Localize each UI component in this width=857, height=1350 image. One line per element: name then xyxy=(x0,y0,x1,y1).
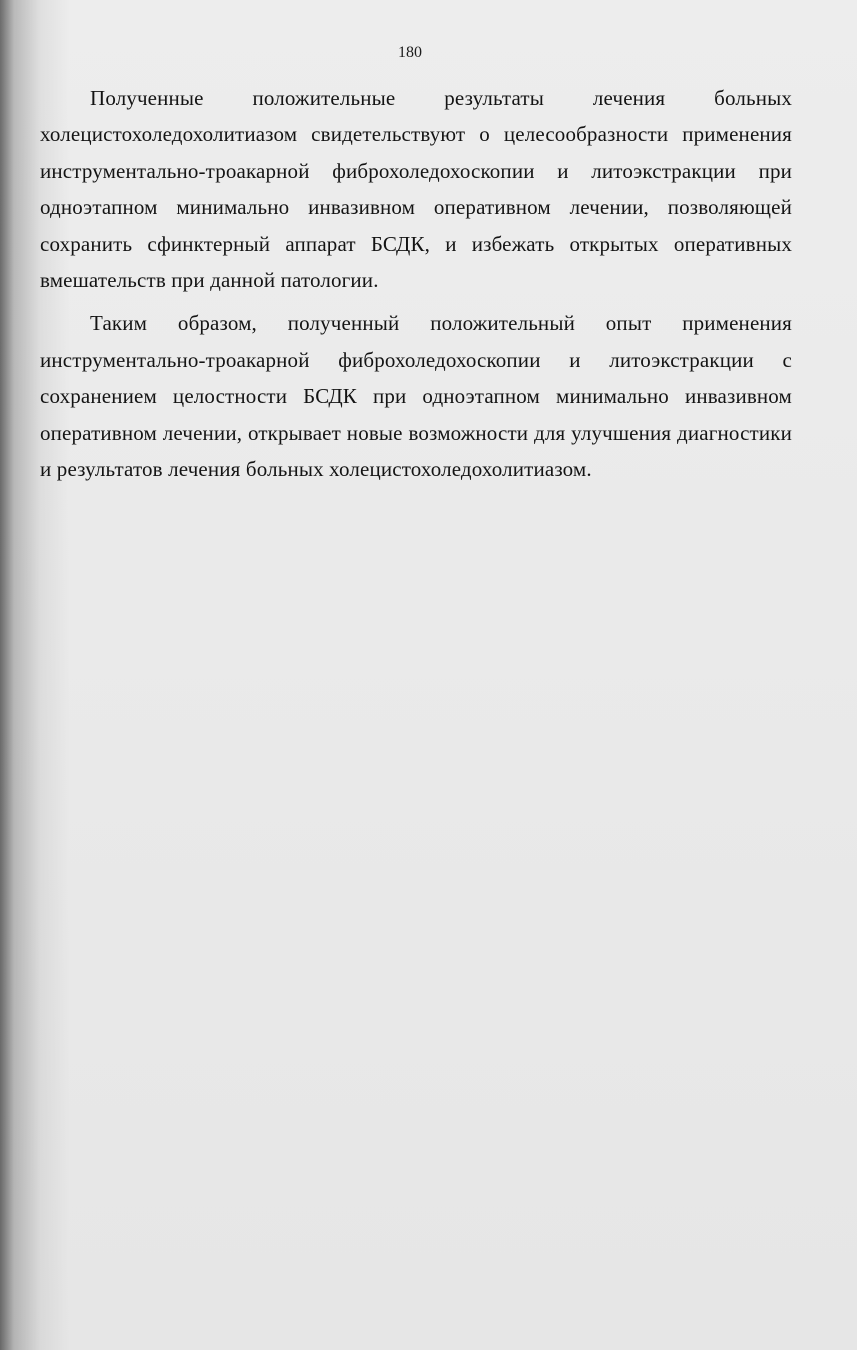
paragraph-conclusion-results: Полученные положительные результаты лечения больных холецистохоледохолитиазом свидетельствуют о целесообразности применения инструментально-троакарной фиброхоледохоскопии и литоэкстракции при одноэтапном минимально инвазивном оперативном лечении, позволяющей сохранить сфинктерный аппарат БСДК, и избежать открытых оперативных вмешательств при данной патологии. xyxy=(40,86,792,293)
paragraph-conclusion-summary: Таким образом, полученный положительный опыт применения инструментально-троакарной фиброхоледохоскопии и литоэкстракции с сохранением целостности БСДК при одноэтапном минимально инвазивном оперативном лечении, открывает новые возможности для улучшения диагностики и результатов лечения больных холецистохоледохолитиазом. xyxy=(40,311,792,482)
body-text xyxy=(40,80,792,487)
page-number: 180 xyxy=(398,44,422,61)
